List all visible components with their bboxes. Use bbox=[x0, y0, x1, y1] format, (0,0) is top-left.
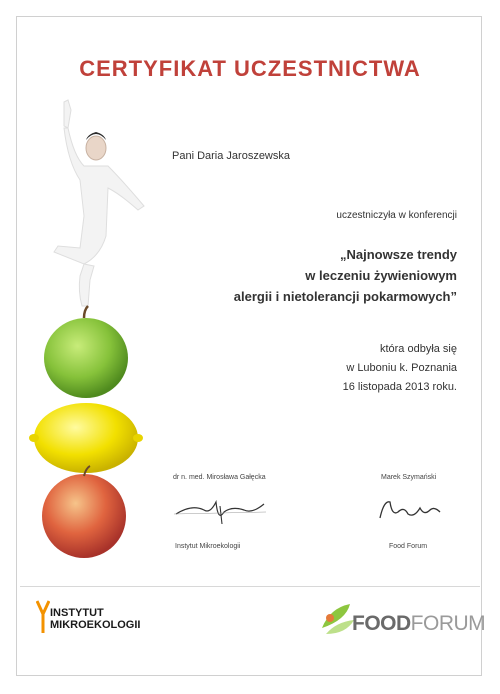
signatory-name: Marek Szymański bbox=[381, 474, 437, 481]
green-apple-icon bbox=[44, 306, 128, 398]
red-apple-icon bbox=[42, 466, 126, 558]
signature-drawing bbox=[172, 492, 268, 528]
lemon-icon bbox=[29, 403, 143, 473]
instytut-logo-text: MIKROEKOLOGII bbox=[50, 619, 141, 631]
footer-divider bbox=[20, 586, 480, 587]
conference-title-line: w leczeniu żywieniowym bbox=[305, 268, 457, 283]
event-details bbox=[343, 340, 457, 397]
conference-title bbox=[234, 244, 457, 307]
instytut-logo-text: INSTYTUT bbox=[50, 607, 104, 619]
signature-drawing bbox=[374, 492, 444, 528]
conference-title-line: „Najnowsze trendy bbox=[339, 247, 457, 262]
attended-text: uczestniczyła w konferencji bbox=[336, 210, 457, 221]
event-details-line: 16 listopada 2013 roku. bbox=[342, 381, 457, 393]
woman-figure bbox=[54, 100, 144, 306]
woman-on-fruits-illustration bbox=[24, 96, 156, 566]
event-details-line: która odbyła się bbox=[379, 343, 457, 355]
food-forum-text-food: FOOD bbox=[352, 612, 411, 635]
food-forum-leaf-icon bbox=[316, 598, 356, 638]
instytut-y-mark-icon bbox=[36, 600, 50, 634]
conference-title-line: alergii i nietolerancji pokarmowych” bbox=[233, 289, 457, 304]
event-details-line: w Luboniu k. Poznania bbox=[346, 362, 457, 374]
recipient-name: Pani Daria Jaroszewska bbox=[172, 150, 290, 162]
certificate-title: CERTYFIKAT UCZESTNICTWA bbox=[79, 56, 421, 81]
signatory-name: dr n. med. Mirosława Gałęcka bbox=[173, 474, 266, 481]
signatory-org: Instytut Mikroekologii bbox=[175, 543, 241, 550]
signatory-org: Food Forum bbox=[389, 543, 428, 550]
food-forum-text-forum: FORUM bbox=[410, 612, 486, 635]
